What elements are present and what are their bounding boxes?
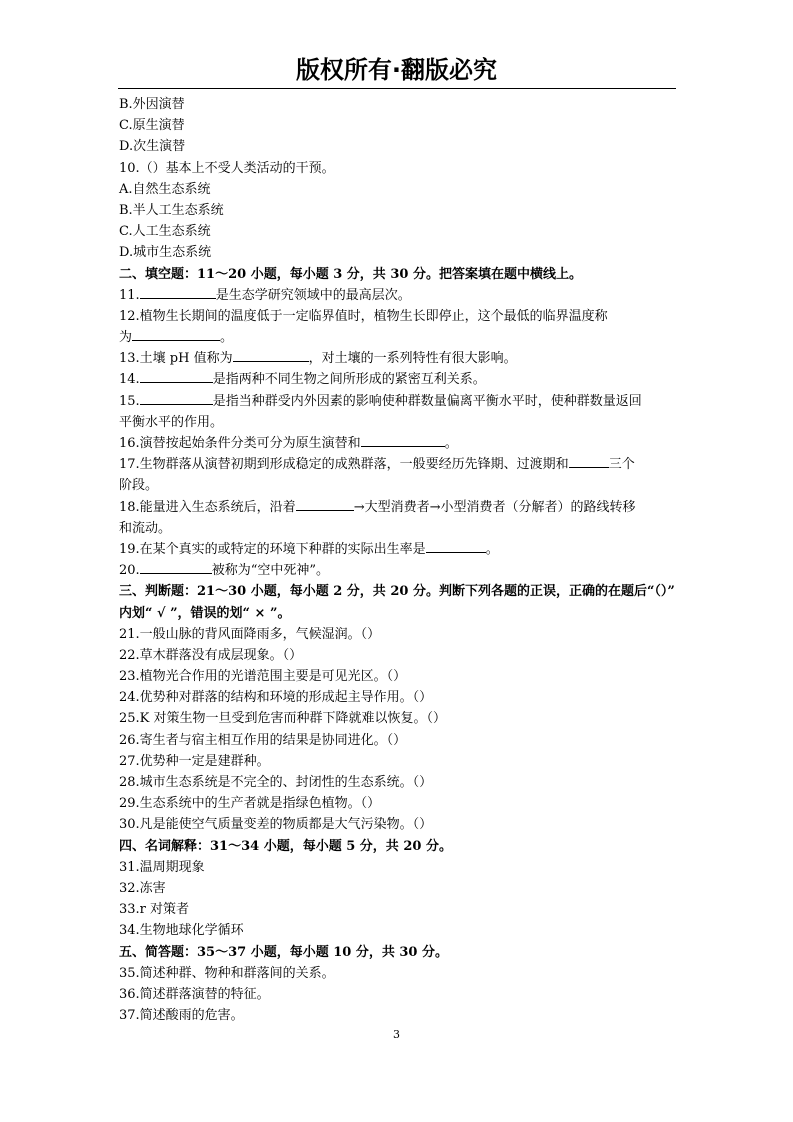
answer-blank	[132, 328, 220, 341]
question-text: 。	[444, 436, 458, 451]
answer-blank	[140, 370, 213, 383]
document-body	[119, 94, 676, 1026]
question-17	[119, 454, 676, 475]
question-text: 三个	[608, 457, 635, 473]
question-26: 26.寄生者与宿主相互作用的结果是协同进化。（）	[119, 732, 407, 748]
question-36: 36.简述群落演替的特征。	[119, 986, 270, 1002]
answer-blank	[140, 561, 212, 574]
header-divider	[118, 88, 676, 89]
question-32: 32.冻害	[119, 880, 166, 896]
question-23: 23.植物光合作用的光谱范围主要是可见光区。（）	[119, 669, 407, 685]
question-18-cont: 和流动。	[119, 520, 172, 536]
section-heading-short-answer: 五、简答题：35～37 小题，每小题 10 分，共 30 分。	[119, 944, 448, 960]
option-a: A.自然生态系统	[119, 181, 211, 197]
question-text: 17.生物群落从演替初期到形成稳定的成熟群落，一般要经历先锋期、过渡期和	[119, 457, 569, 473]
question-18	[119, 497, 676, 518]
question-19	[119, 539, 676, 560]
question-text: 16.演替按起始条件分类可分为原生演替和	[119, 436, 361, 451]
question-text: 是指两种不同生物之间所形成的紧密互利关系。	[212, 372, 486, 388]
question-35: 35.简述种群、物种和群落间的关系。	[119, 965, 335, 981]
answer-blank	[361, 434, 445, 447]
question-text: 。	[220, 330, 234, 346]
answer-blank	[296, 498, 354, 511]
question-12: 12.植物生长期间的温度低于一定临界值时，植物生长即停止，这个最低的临界温度称	[119, 308, 608, 324]
option-c: C.人工生态系统	[119, 224, 211, 240]
option-b: B.外因演替	[119, 97, 185, 112]
question-30: 30.凡是能使空气质量变差的物质都是大气污染物。（）	[119, 817, 433, 833]
question-text: 是生态学研究领域中的最高层次。	[215, 287, 411, 303]
page-header-title: 版权所有·翻版必究	[295, 56, 498, 84]
option-d: D.次生演替	[119, 139, 186, 155]
question-text: 被称为“空中死神”。	[211, 563, 329, 579]
question-11	[119, 285, 676, 306]
question-text: 14.	[119, 372, 140, 388]
answer-blank	[140, 286, 216, 299]
section-heading-fill-in: 二、填空题：11～20 小题，每小题 3 分，共 30 分。把答案填在题中横线上。	[119, 266, 582, 282]
question-33: 33.r 对策者	[119, 902, 190, 918]
section-heading-definitions: 四、名词解释：31～34 小题，每小题 5 分，共 20 分。	[119, 838, 452, 854]
question-20	[119, 560, 676, 581]
question-text: 是指当种群受内外因素的影响使种群数量偏离平衡水平时，使种群数量返回	[212, 393, 642, 409]
question-25: 25.K 对策生物一旦受到危害而种群下降就难以恢复。（）	[119, 711, 447, 727]
option-c: C.原生演替	[119, 118, 185, 134]
question-text: 11.	[119, 287, 140, 303]
question-21: 21.一般山脉的背风面降雨多，气候湿润。（）	[119, 626, 381, 642]
question-15-cont: 平衡水平的作用。	[119, 414, 224, 430]
question-text: 。	[485, 541, 499, 557]
question-37: 37.简述酸雨的危害。	[119, 1008, 244, 1024]
question-13	[119, 348, 676, 369]
question-text: →大型消费者→小型消费者（分解者）的路线转移	[353, 499, 636, 515]
answer-blank	[426, 540, 486, 553]
question-16	[119, 433, 676, 454]
answer-blank	[233, 349, 309, 362]
question-22: 22.草木群落没有成层现象。（）	[119, 647, 303, 663]
question-text: 15.	[119, 393, 140, 409]
question-27: 27.优势种一定是建群种。	[119, 753, 270, 769]
page-number: 3	[393, 1028, 400, 1041]
question-text: 13.土壤 pH 值称为	[119, 351, 233, 367]
question-14	[119, 369, 676, 390]
question-24: 24.优势种对群落的结构和环境的形成起主导作用。（）	[119, 690, 433, 706]
question-text: 20.	[119, 563, 140, 579]
question-28: 28.城市生态系统是不完全的、封闭性的生态系统。（）	[119, 775, 433, 790]
question-text: ，对土壤的一系列特性有很大影响。	[308, 351, 517, 367]
question-17-cont: 阶段。	[119, 478, 159, 494]
section-heading-true-false-cont: 内划“ √ ”，错误的划“ × ”。	[119, 605, 291, 621]
question-31: 31.温周期现象	[119, 859, 205, 875]
question-29: 29.生态系统中的生产者就是指绿色植物。（）	[119, 796, 381, 812]
question-34: 34.生物地球化学循环	[119, 923, 244, 939]
question-12-cont	[119, 327, 676, 348]
option-d: D.城市生态系统	[119, 245, 212, 261]
question-text: 18.能量进入生态系统后，沿着	[119, 499, 296, 515]
question-text: 19.在某个真实的或特定的环境下种群的实际出生率是	[119, 541, 426, 557]
answer-blank	[140, 392, 213, 405]
option-b: B.半人工生态系统	[119, 202, 224, 218]
section-heading-true-false: 三、判断题：21～30 小题，每小题 2 分，共 20 分。判断下列各题的正误，正确的在题后“（）”	[119, 584, 675, 600]
question-text: 为	[119, 330, 133, 346]
answer-blank	[569, 455, 609, 468]
question-15	[119, 391, 676, 412]
question-10: 10.（）基本上不受人类活动的干预。	[119, 160, 335, 176]
